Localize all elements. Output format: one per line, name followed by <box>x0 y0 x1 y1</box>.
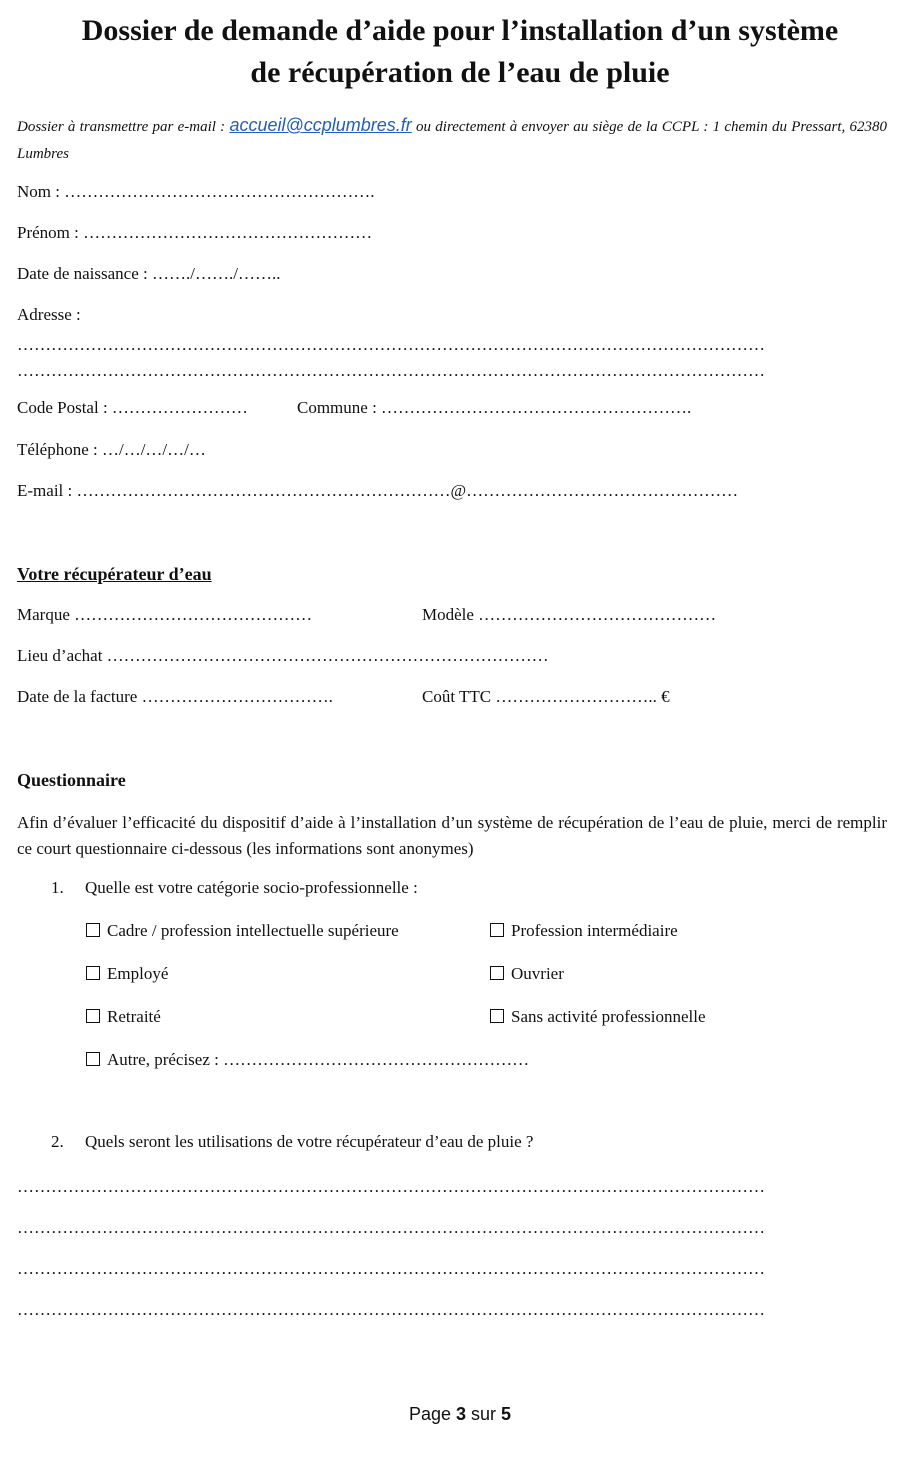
field-code-postal[interactable]: Code Postal : …………………… <box>17 398 248 417</box>
checkbox-square-icon[interactable] <box>490 1009 504 1023</box>
checkbox-label: Retraité <box>107 1007 161 1026</box>
question-1-text: Quelle est votre catégorie socio-professionnelle : <box>85 878 418 897</box>
question-2-number: 2. <box>51 1132 64 1151</box>
page-separator: sur <box>466 1404 502 1424</box>
answer-line-2[interactable]: …………………………………………………………………………………………………………………… <box>17 1218 765 1237</box>
field-adresse-line-1[interactable]: …………………………………………………………………………………………………………………… <box>17 335 765 354</box>
field-email[interactable]: E-mail : …………………………………………………………@………………………………………… <box>17 481 739 500</box>
checkbox-profession-intermediaire[interactable] <box>490 920 678 942</box>
checkbox-retraite[interactable] <box>86 1006 161 1028</box>
checkbox-autre[interactable] <box>86 1049 529 1071</box>
field-marque[interactable]: Marque …………………………………… <box>17 605 313 624</box>
field-lieu-achat[interactable]: Lieu d’achat …………………………………………………………………… <box>17 646 549 665</box>
checkbox-square-icon[interactable] <box>86 966 100 980</box>
field-telephone[interactable]: Téléphone : …/…/…/…/… <box>17 440 206 459</box>
questionnaire-intro: Afin d’évaluer l’efficacité du dispositif d’aide à l’installation d’un système de récupération de l’eau de pluie, merci de remplir ce court questionnaire ci-dessous (les informations sont anonymes) <box>17 813 887 858</box>
field-date-facture[interactable]: Date de la facture ……………………………. <box>17 687 333 706</box>
checkbox-square-icon[interactable] <box>86 1052 100 1066</box>
page-label: Page <box>408 1404 456 1424</box>
intro-suffix: ou directement à envoyer au siège de la CCPL : 1 chemin du Pressart, 62380 Lumbres <box>17 119 887 162</box>
checkbox-label: Ouvrier <box>511 964 564 983</box>
title-line-1: Dossier de demande d’aide pour l’installation d’un système <box>81 14 839 47</box>
field-cout-ttc[interactable]: Coût TTC ……………………….. € <box>422 687 670 706</box>
checkbox-square-icon[interactable] <box>490 923 504 937</box>
checkbox-sans-activite[interactable] <box>490 1006 706 1028</box>
field-prenom[interactable]: Prénom : …………………………………………… <box>17 223 373 242</box>
page-number <box>0 1404 920 1425</box>
field-modele[interactable]: Modèle …………………………………… <box>422 605 717 624</box>
checkbox-square-icon[interactable] <box>86 1009 100 1023</box>
field-commune[interactable]: Commune : ………………………………………………. <box>297 398 692 417</box>
checkbox-label: Sans activité professionnelle <box>511 1007 706 1026</box>
checkbox-label: Autre, précisez : ……………………………………………… <box>107 1050 530 1069</box>
field-adresse-label: Adresse : <box>17 305 81 324</box>
section-heading-questionnaire: Questionnaire <box>17 770 126 790</box>
checkbox-employe[interactable] <box>86 963 168 985</box>
intro-prefix: Dossier à transmettre par e-mail : <box>17 119 230 135</box>
page-title <box>10 10 910 94</box>
question-1-number: 1. <box>51 878 64 897</box>
page-total: 5 <box>501 1404 512 1424</box>
checkbox-label: Cadre / profession intellectuelle supérieure <box>107 921 399 940</box>
answer-line-3[interactable]: …………………………………………………………………………………………………………………… <box>17 1259 765 1278</box>
field-nom[interactable]: Nom : ………………………………………………. <box>17 182 375 201</box>
answer-line-4[interactable]: …………………………………………………………………………………………………………………… <box>17 1300 765 1319</box>
checkbox-square-icon[interactable] <box>86 923 100 937</box>
contact-email-link[interactable]: accueil@ccplumbres.fr <box>229 115 412 135</box>
checkbox-label: Profession intermédiaire <box>511 921 678 940</box>
submission-instructions <box>17 112 887 168</box>
checkbox-cadre[interactable] <box>86 920 399 942</box>
question-1 <box>51 877 418 899</box>
field-adresse-line-2[interactable]: …………………………………………………………………………………………………………………… <box>17 361 765 380</box>
checkbox-ouvrier[interactable] <box>490 963 564 985</box>
checkbox-square-icon[interactable] <box>490 966 504 980</box>
page-current: 3 <box>456 1404 467 1424</box>
question-2-text: Quels seront les utilisations de votre récupérateur d’eau de pluie ? <box>85 1132 534 1151</box>
question-2 <box>51 1131 533 1153</box>
field-date-naissance[interactable]: Date de naissance : ……./……./…….. <box>17 264 281 283</box>
section-heading-recuperateur: Votre récupérateur d’eau <box>17 564 212 584</box>
title-line-2: de récupération de l’eau de pluie <box>250 56 670 89</box>
answer-line-1[interactable]: …………………………………………………………………………………………………………………… <box>17 1177 765 1196</box>
checkbox-label: Employé <box>107 964 169 983</box>
